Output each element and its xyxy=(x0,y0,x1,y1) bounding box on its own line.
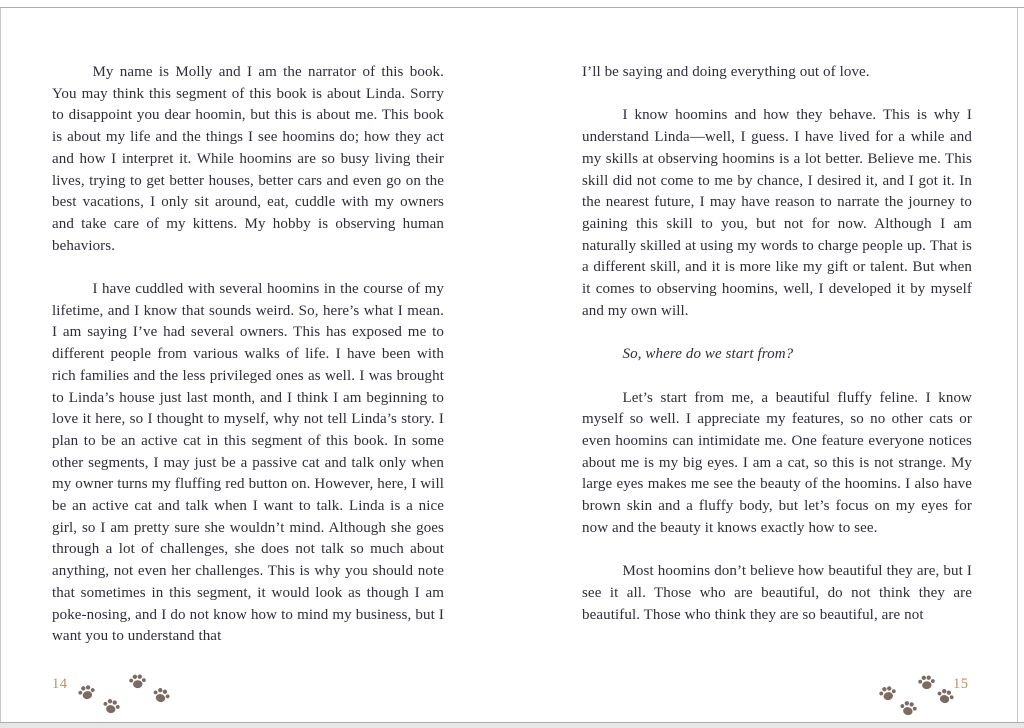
window-bottom-strip xyxy=(0,723,1024,728)
paw-print-icon xyxy=(875,680,900,705)
paw-print-icon xyxy=(896,695,920,719)
book-page-right xyxy=(582,62,972,626)
paw-print-icon xyxy=(99,693,124,718)
paw-print-icon xyxy=(149,682,175,708)
book-page-left xyxy=(52,62,444,648)
paragraph: I’ll be saying and doing everything out of love. xyxy=(582,64,870,80)
paragraph: I know hoomins and how they behave. This is why I understand Linda—well, I guess. I have lived for a while and my skills at observing hoomins is a lot better. Believe me. This skill did not come to me by chance, I desired it, and I got it. In the nearest future, I may have reason to narrate the journey to gaining this skill to you, but not for now. Although I am naturally skilled at using my words to charge people up. That is a different skill, and it is more like my gift or talent. But when it comes to observing hoomins, well, I developed it by myself and my own will. xyxy=(582,107,972,319)
page-number: 14 xyxy=(52,676,68,692)
paw-print-icon xyxy=(74,679,99,704)
paragraph: I have cuddled with several hoomins in the course of my lifetime, and I know that sounds weird. So, here’s what I mean. I am saying I’ve had several owners. This has exposed me to different people from various walks of life. I have been with rich families and the less privileged ones as well. I was brought to Linda’s house just last month, and I think I am beginning to love it here, so I thought to myself, why not tell Linda’s story. I plan to be an active cat in this segment of this book. In some other segments, I may just be a passive cat and talk only when my owner turns my fluffing red button on. However, here, I will be an active cat and talk when I want to talk. Linda is a nice girl, so I am pretty sure she wouldn’t mind. Although she goes through a lot of challenges, she does not talk so much about anything, not even her challenges. This is why you should note that sometimes in this segment, it would look as though I am poke-nosing, and I do not know how to mind my business, but I want you to understand that xyxy=(52,281,444,645)
paragraph: Most hoomins don’t believe how beautiful they are, but I see it all. Those who are beautiful, do not think they are beautiful. Those who think they are so beautiful, are not xyxy=(582,563,972,623)
window-left-border xyxy=(0,8,1,722)
page-number: 15 xyxy=(953,676,969,692)
paragraph: My name is Molly and I am the narrator of this book. You may think this segment of this book is about Linda. Sorry to disappoint you dear hoomin, but this is about me. This book is about my life and the things I see hoomins do; how they act and how I interpret it. While hoomins are so busy living their lives, trying to get better houses, better cars and even go on the best vacations, I only sit around, eat, cuddle with my owners and take care of my kittens. My hobby is observing human behaviors. xyxy=(52,64,444,254)
paw-print-icon xyxy=(933,683,959,709)
paragraph-italic: So, where do we start from? xyxy=(622,346,794,363)
paw-print-icon xyxy=(126,669,148,691)
paw-print-icon xyxy=(915,670,938,693)
window-top-border xyxy=(0,7,1024,8)
window-right-border xyxy=(1017,8,1018,722)
paragraph: Let’s start from me, a beautiful fluffy feline. I know myself so well. I appreciate my features, so no other cats or even hoomins can intimidate me. One feature everyone notices about me is my big eyes. I am a cat, so this is not strange. My large eyes makes me see the beauty of the hoomins. I also have brown skin and a fluffy body, but let’s focus on my eyes for now and the beauty it knows exactly how to see. xyxy=(582,389,972,536)
